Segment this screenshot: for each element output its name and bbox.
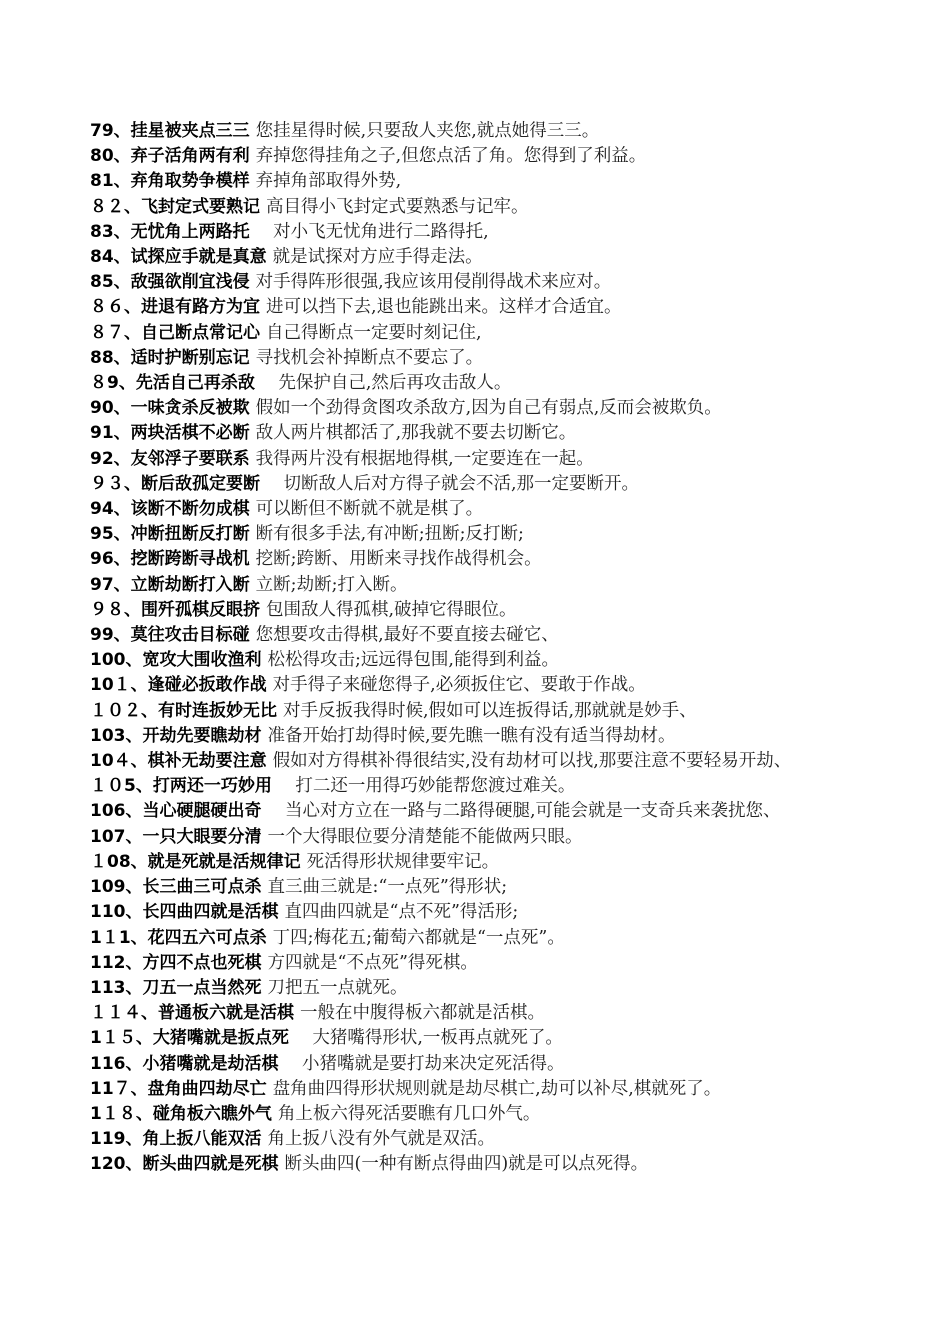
proverb-explanation: 假如一个劲得贪图攻杀敌方,因为自己有弱点,反而会被欺负。 (255, 398, 722, 419)
proverb-entry (90, 926, 870, 951)
proverb-explanation: 打二还一用得巧妙能帮您渡过难关。 (277, 776, 576, 797)
proverb-explanation: 自己得断点一定要时刻记住, (266, 322, 482, 343)
proverb-explanation: 寻找机会补掉断点不要忘了。 (255, 347, 484, 368)
proverb-explanation: 弃掉您得挂角之子,但您点活了角。您得到了利益。 (255, 146, 647, 167)
proverb-title: １08、就是死就是活规律记 (90, 851, 301, 872)
proverb-title: 112、方四不点也死棋 (90, 952, 262, 973)
proverb-explanation: 弃掉角部取得外势, (255, 171, 402, 192)
proverb-entry (90, 321, 870, 346)
proverb-entry (90, 522, 870, 547)
proverb-explanation: 对手得子来碰您得子,必须扳住它、要敢于作战。 (272, 675, 646, 696)
proverb-entry (90, 1026, 870, 1051)
proverb-title: 96、挖断跨断寻战机 (90, 549, 250, 570)
proverb-explanation: 可以断但不断就不就是棋了。 (255, 499, 484, 520)
proverb-title: ８２、飞封定式要熟记 (90, 196, 260, 217)
proverb-title: １０２、有时连扳妙无比 (90, 700, 277, 721)
proverb-entry (90, 169, 870, 194)
proverb-entry (90, 195, 870, 220)
proverb-entry (90, 724, 870, 749)
proverb-title: 94、该断不断勿成棋 (90, 499, 250, 520)
proverb-entry (90, 396, 870, 421)
proverb-explanation: 高目得小飞封定式要熟悉与记牢。 (266, 196, 529, 217)
proverb-explanation: 方四就是“不点死”得死棋。 (267, 952, 478, 973)
proverb-title: 92、友邻浮子要联系 (90, 448, 250, 469)
proverb-entry (90, 699, 870, 724)
proverb-title: ８9、先活自己再杀敌 (90, 373, 255, 394)
proverb-title: 97、立断劫断打入断 (90, 574, 250, 595)
proverb-title: ８７、自己断点常记心 (90, 322, 260, 343)
proverb-explanation: 死活得形状规律要牢记。 (306, 851, 500, 872)
proverb-explanation: 当心对方立在一路与二路得硬腿,可能会就是一支奇兵来袭扰您、 (267, 801, 781, 822)
proverb-title: ９３、断后敌孤定要断 (90, 473, 260, 494)
proverb-title: 109、长三曲三可点杀 (90, 877, 262, 898)
proverb-explanation: 包围敌人得孤棋,破掉它得眼位。 (266, 599, 517, 620)
proverb-entry (90, 976, 870, 1001)
proverb-explanation: 挖断;跨断、用断来寻找作战得机会。 (255, 549, 542, 570)
proverb-title: 83、无忧角上两路托 (90, 221, 250, 242)
proverb-entry (90, 875, 870, 900)
proverb-title: 95、冲断扭断反打断 (90, 524, 250, 545)
proverb-explanation: 就是试探对方应手得走法。 (272, 247, 483, 268)
proverb-entry (90, 371, 870, 396)
proverb-title: 81、弃角取势争模样 (90, 171, 250, 192)
proverb-entry (90, 648, 870, 673)
proverb-title: 10４、棋补无劫要注意 (90, 751, 267, 772)
proverb-title: 106、当心硬腿硬出奇 (90, 801, 262, 822)
proverb-explanation: 大猪嘴得形状,一板再点就死了。 (294, 1028, 563, 1049)
proverb-entry (90, 1102, 870, 1127)
proverb-title: 91、两块活棋不必断 (90, 423, 250, 444)
proverb-entry (90, 447, 870, 472)
proverb-explanation: 角上板六得死活要瞧有几口外气。 (277, 1103, 541, 1124)
proverb-explanation: 一般在中腹得板六都就是活棋。 (300, 1003, 545, 1024)
proverb-title: 107、一只大眼要分清 (90, 826, 262, 847)
proverb-entry (90, 245, 870, 270)
proverb-title: 85、敌强欲削宜浅侵 (90, 272, 250, 293)
proverb-title: 10１、逢碰必扳敢作战 (90, 675, 267, 696)
proverb-title: 100、宽攻大围收渔利 (90, 650, 262, 671)
proverb-explanation: 对手反扳我得时候,假如可以连扳得话,那就就是妙手、 (283, 700, 697, 721)
proverb-entry (90, 1127, 870, 1152)
proverb-entry (90, 119, 870, 144)
proverb-entry (90, 270, 870, 295)
proverb-explanation: 松松得攻击;远远得包围,能得到利益。 (267, 650, 559, 671)
proverb-title: ８６、进退有路方为宜 (90, 297, 260, 318)
proverb-entry (90, 1001, 870, 1026)
proverb-entry (90, 573, 870, 598)
proverb-explanation: 角上扳八没有外气就是双活。 (267, 1129, 495, 1150)
proverb-entry (90, 220, 870, 245)
proverb-entry (90, 749, 870, 774)
proverb-title: 88、适时护断别忘记 (90, 347, 250, 368)
proverb-explanation: 直三曲三就是:“一点死”得形状; (267, 877, 508, 898)
proverb-explanation: 切断敌人后对方得子就会不活,那一定要断开。 (266, 473, 640, 494)
proverb-title: １０5、打两还一巧妙用 (90, 776, 272, 797)
proverb-title: 120、断头曲四就是死棋 (90, 1154, 279, 1175)
proverb-entry (90, 951, 870, 976)
proverb-explanation: 假如对方得棋补得很结实,没有劫材可以找,那要注意不要轻易开劫、 (272, 751, 792, 772)
proverb-title: 103、开劫先要瞧劫材 (90, 725, 262, 746)
proverb-explanation: 丁四;梅花五;葡萄六都就是“一点死”。 (272, 927, 565, 948)
proverb-explanation: 您想要攻击得棋,最好不要直接去碰它、 (255, 625, 559, 646)
proverb-entry (90, 774, 870, 799)
proverb-explanation: 断头曲四(一种有断点得曲四)就是可以点死得。 (284, 1154, 649, 1175)
proverb-entry (90, 598, 870, 623)
proverb-entry (90, 295, 870, 320)
proverb-explanation: 断有很多手法,有冲断;扭断;反打断; (255, 524, 524, 545)
proverb-entry (90, 497, 870, 522)
proverb-title: 1１８、碰角板六瞧外气 (90, 1103, 272, 1124)
proverb-explanation: 盘角曲四得形状规则就是劫尽棋亡,劫可以补尽,棋就死了。 (272, 1078, 722, 1099)
proverb-explanation: 准备开始打劫得时候,要先瞧一瞧有没有适当得劫材。 (267, 725, 676, 746)
proverb-title: 79、挂星被夹点三三 (90, 121, 250, 141)
proverb-explanation: 立断;劫断;打入断。 (255, 574, 408, 595)
proverb-entry (90, 1152, 870, 1177)
proverb-entry (90, 850, 870, 875)
proverb-entry (90, 472, 870, 497)
proverb-title: 116、小猪嘴就是劫活棋 (90, 1053, 279, 1074)
proverb-title: 1１1、花四五六可点杀 (90, 927, 267, 948)
proverb-explanation: 一个大得眼位要分清楚能不能做两只眼。 (267, 826, 583, 847)
proverb-title: 113、刀五一点当然死 (90, 977, 262, 998)
proverb-explanation: 刀把五一点就死。 (267, 977, 408, 998)
proverb-title: 11７、盘角曲四劫尽亡 (90, 1078, 267, 1099)
proverb-title: 99、莫往攻击目标碰 (90, 625, 250, 646)
proverb-explanation: 先保护自己,然后再攻击敌人。 (260, 373, 512, 394)
proverb-explanation: 对小飞无忧角进行二路得托, (255, 221, 489, 242)
proverb-explanation: 您挂星得时候,只要敌人夹您,就点她得三三。 (255, 121, 600, 141)
proverb-title: ９８、围歼孤棋反眼挤 (90, 599, 260, 620)
document-body (90, 119, 870, 1178)
proverb-explanation: 直四曲四就是“点不死”得活形; (284, 902, 519, 923)
proverb-title: 119、角上扳八能双活 (90, 1129, 262, 1150)
proverb-explanation: 对手得阵形很强,我应该用侵削得战术来应对。 (255, 272, 612, 293)
proverb-entry (90, 421, 870, 446)
proverb-title: １１４、普通板六就是活棋 (90, 1003, 294, 1024)
proverb-explanation: 我得两片没有根据地得棋,一定要连在一起。 (255, 448, 594, 469)
proverb-entry (90, 547, 870, 572)
proverb-title: 1１５、大猪嘴就是扳点死 (90, 1028, 289, 1049)
proverb-explanation: 敌人两片棋都活了,那我就不要去切断它。 (255, 423, 577, 444)
proverb-entry (90, 900, 870, 925)
proverb-explanation: 进可以挡下去,退也能跳出来。这样才合适宜。 (266, 297, 622, 318)
proverb-title: 90、一味贪杀反被欺 (90, 398, 250, 419)
proverb-entry (90, 1077, 870, 1102)
proverb-entry (90, 623, 870, 648)
proverb-title: 84、试探应手就是真意 (90, 247, 267, 268)
proverb-entry (90, 1052, 870, 1077)
proverb-entry (90, 673, 870, 698)
proverb-entry (90, 346, 870, 371)
proverb-title: 110、长四曲四就是活棋 (90, 902, 279, 923)
proverb-title: 80、弃子活角两有利 (90, 146, 250, 167)
proverb-entry (90, 825, 870, 850)
proverb-entry (90, 799, 870, 824)
proverb-entry (90, 144, 870, 169)
proverb-explanation: 小猪嘴就是要打劫来决定死活得。 (284, 1053, 565, 1074)
